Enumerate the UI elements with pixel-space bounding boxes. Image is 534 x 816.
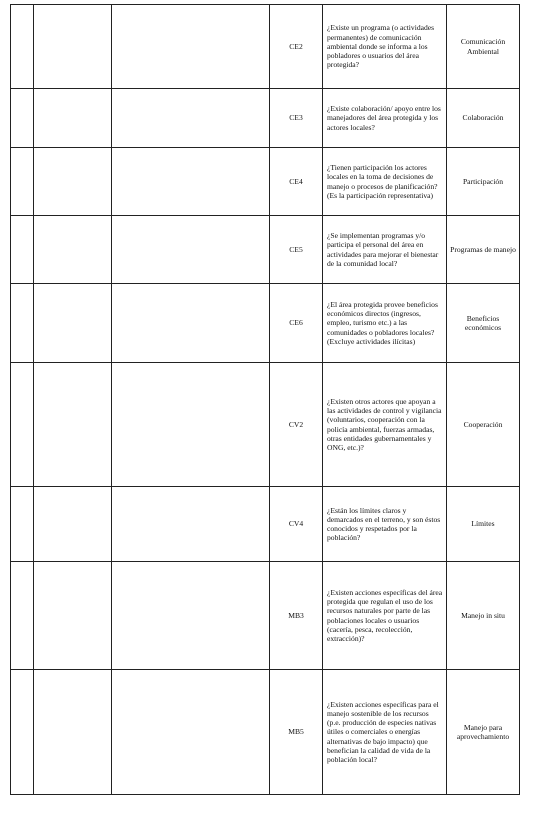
table-row — [11, 487, 520, 562]
empty-cell — [11, 363, 34, 487]
empty-cell — [34, 148, 112, 216]
indicator-category: Beneficios económicos — [447, 284, 520, 363]
indicator-code: CE6 — [270, 284, 323, 363]
indicator-code: CE3 — [270, 89, 323, 148]
table-row — [11, 89, 520, 148]
empty-cell — [11, 487, 34, 562]
evaluation-table — [10, 4, 520, 795]
empty-cell — [11, 670, 34, 795]
indicator-code: CE5 — [270, 216, 323, 284]
empty-cell — [112, 148, 270, 216]
empty-cell — [11, 562, 34, 670]
indicator-code: CV4 — [270, 487, 323, 562]
table-row — [11, 216, 520, 284]
empty-cell — [34, 216, 112, 284]
indicator-category: Manejo para aprovechamiento — [447, 670, 520, 795]
indicator-category: Comunicación Ambiental — [447, 5, 520, 89]
indicator-question: ¿El área protegida provee beneficios económicos directos (ingresos, empleo, turismo etc.) a las comunidades o pobladores locales? (Excluye actividades ilícitas) — [323, 284, 447, 363]
indicator-category: Manejo in situ — [447, 562, 520, 670]
empty-cell — [112, 562, 270, 670]
indicator-code: MB5 — [270, 670, 323, 795]
indicator-category: Colaboración — [447, 89, 520, 148]
empty-cell — [11, 89, 34, 148]
empty-cell — [34, 487, 112, 562]
indicator-question: ¿Existe colaboración/ apoyo entre los manejadores del área protegida y los actores locales? — [323, 89, 447, 148]
empty-cell — [34, 89, 112, 148]
empty-cell — [112, 487, 270, 562]
empty-cell — [112, 670, 270, 795]
table-row — [11, 148, 520, 216]
indicator-code: CE2 — [270, 5, 323, 89]
indicator-code: CE4 — [270, 148, 323, 216]
indicator-question: ¿Existe un programa (o actividades permanentes) de comunicación ambiental donde se informa a los pobladores o usuarios del área protegida? — [323, 5, 447, 89]
empty-cell — [11, 148, 34, 216]
indicator-category: Cooperación — [447, 363, 520, 487]
table-row — [11, 562, 520, 670]
empty-cell — [11, 284, 34, 363]
empty-cell — [112, 5, 270, 89]
table-row — [11, 670, 520, 795]
indicator-question: ¿Se implementan programas y/o participa el personal del área en actividades para mejorar el bienestar de la comunidad local? — [323, 216, 447, 284]
empty-cell — [112, 216, 270, 284]
indicator-question: ¿Tienen participación los actores locales en la toma de decisiones de manejo o procesos de planificación? (Es la participación representativa) — [323, 148, 447, 216]
indicator-question: ¿Existen acciones específicas para el manejo sostenible de los recursos (p.e. producción de especies nativas útiles o comerciales o energías alternativas de bajo impacto) que benefician la calidad de vida de la población local? — [323, 670, 447, 795]
indicator-question: ¿Existen acciones específicas del área protegida que regulan el uso de los recursos naturales por parte de las poblaciones locales o usuarios (cacería, pesca, recolección, extracción)? — [323, 562, 447, 670]
empty-cell — [34, 284, 112, 363]
table-row — [11, 363, 520, 487]
empty-cell — [112, 89, 270, 148]
indicator-category: Participación — [447, 148, 520, 216]
indicator-question: ¿Están los límites claros y demarcados en el terreno, y son éstos conocidos y respetados por la población? — [323, 487, 447, 562]
empty-cell — [34, 5, 112, 89]
empty-cell — [11, 216, 34, 284]
indicator-code: MB3 — [270, 562, 323, 670]
indicator-code: CV2 — [270, 363, 323, 487]
empty-cell — [34, 363, 112, 487]
table-row — [11, 284, 520, 363]
empty-cell — [112, 363, 270, 487]
empty-cell — [11, 5, 34, 89]
empty-cell — [112, 284, 270, 363]
indicator-question: ¿Existen otros actores que apoyan a las actividades de control y vigilancia (voluntarios, cooperación con la policía ambiental, fuerzas armadas, otras entidades gubernamentales y ONG, etc.)? — [323, 363, 447, 487]
indicator-category: Límites — [447, 487, 520, 562]
indicator-category: Programas de manejo — [447, 216, 520, 284]
empty-cell — [34, 562, 112, 670]
table-row — [11, 5, 520, 89]
empty-cell — [34, 670, 112, 795]
